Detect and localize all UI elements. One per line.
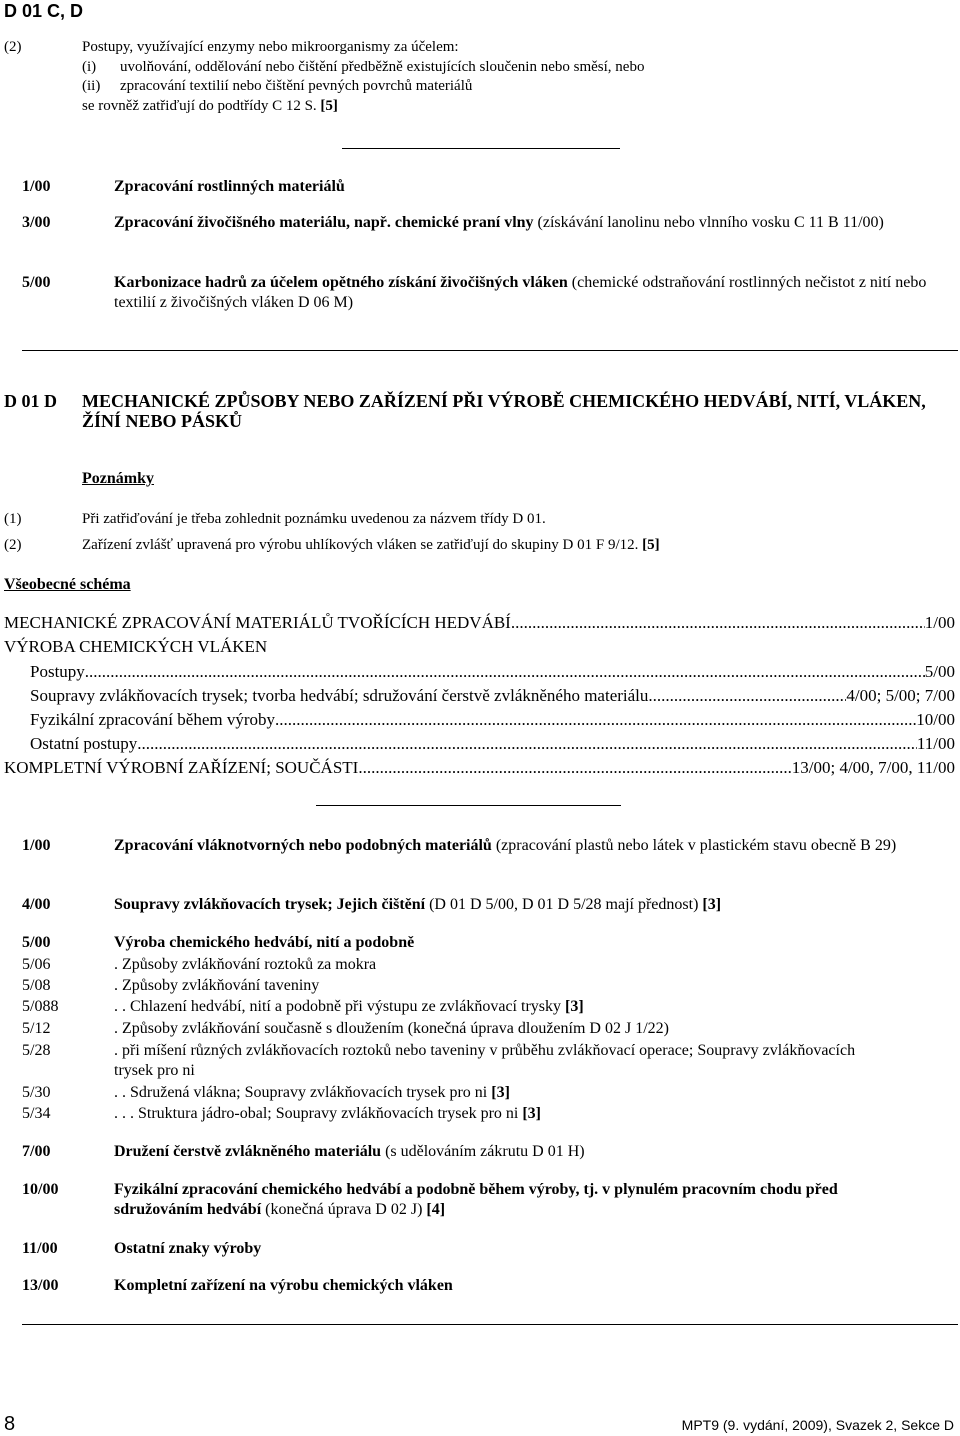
edition-ref: [5] [642, 537, 660, 553]
schema-group-ref: 11/00 [916, 734, 955, 753]
group-text [114, 836, 934, 856]
schema-group-ref: 5/00 [924, 662, 955, 681]
edition-ref: [3] [698, 896, 722, 913]
group-title: Karbonizace hadrů za účelem opětného získání živočišných vláken [114, 274, 568, 291]
schema-row [30, 661, 955, 683]
group-text [114, 1180, 924, 1220]
footer-source: MPT9 (9. vydání, 2009), Svazek 2, Sekce D [681, 1417, 954, 1433]
schema-group-ref: 13/00; 4/00, 7/00, 11/00 [791, 758, 955, 777]
note-item-text: zpracování textilií nebo čištění pevných povrchů materiálů [120, 78, 473, 94]
group-title: Družení čerstvě zvlákněného materiálu [114, 1143, 382, 1160]
schema-group-ref: 10/00 [916, 710, 955, 729]
edition-ref: [5] [320, 98, 338, 114]
subgroup-code: 5/06 [22, 956, 51, 973]
note-tail [82, 97, 338, 116]
notes-heading: Poznámky [82, 470, 154, 487]
subgroup-code: 5/12 [22, 1020, 51, 1037]
group-code: 10/00 [22, 1181, 59, 1198]
subgroup-code: 5/28 [22, 1042, 51, 1059]
schema-label: VÝROBA CHEMICKÝCH VLÁKEN [4, 637, 268, 656]
note-tail-text: se rovněž zatřiďují do podtřídy C 12 S. [82, 98, 317, 114]
schema-row [30, 733, 955, 755]
leader-dots [648, 685, 846, 707]
group-note: (zpracování plastů nebo látek v plastickém stavu obecně B 29) [491, 837, 897, 854]
group-title: Zpracování vláknotvorných nebo podobných materiálů [114, 837, 492, 854]
note-item-number: (i) [82, 59, 97, 75]
note-body: Zařízení zvlášť upravená pro výrobu uhlíkových vláken se zatřiďují do skupiny D 01 F 9/12. [82, 537, 639, 553]
edition-ref: [4] [422, 1201, 446, 1218]
edition-ref: [3] [487, 1084, 510, 1101]
subclass-title: MECHANICKÉ ZPŮSOBY NEBO ZAŘÍZENÍ PŘI VÝROBĚ CHEMICKÉHO HEDVÁBÍ, NITÍ, VLÁKEN, ŽÍNÍ NEBO PÁSKŮ [82, 391, 926, 431]
group-note: (D 01 D 5/00, D 01 D 5/28 mají přednost) [425, 896, 699, 913]
group-text [114, 895, 934, 915]
leader-dots [85, 661, 925, 683]
schema-group-ref: 1/00 [924, 613, 955, 632]
group-note: (chemické odstraňování rostlinných nečistot z nití nebo textilií z živočišných vláken D 06 M) [114, 274, 927, 311]
section-divider [342, 148, 620, 149]
group-title: Kompletní zařízení na výrobu chemických vláken [114, 1277, 453, 1294]
schema-row [4, 757, 955, 779]
note-text: Při zatřiďování je třeba zohlednit poznámku uvedenou za názvem třídy D 01. [82, 511, 546, 527]
subgroup-code: 5/08 [22, 977, 51, 994]
group-text [114, 273, 934, 313]
group-note: (konečná úprava D 02 J) [261, 1201, 423, 1218]
note-number: (1) [4, 511, 22, 527]
subgroup-text [114, 997, 934, 1017]
group-code: 11/00 [22, 1240, 58, 1257]
section-divider [316, 805, 621, 806]
group-code: 7/00 [22, 1143, 51, 1160]
page-number: 8 [4, 1413, 16, 1435]
group-code: 3/00 [22, 214, 51, 231]
section-divider [22, 350, 958, 351]
subgroup-body: . . Chlazení hedvábí, nití a podobně při výstupu ze zvlákňovací trysky [114, 998, 561, 1015]
subgroup-text: . Způsoby zvlákňování roztoků za mokra [114, 956, 377, 973]
group-note: (s udělováním zákrutu D 01 H) [381, 1143, 585, 1160]
leader-dots [511, 612, 925, 634]
leader-dots [137, 733, 917, 755]
group-code: 5/00 [22, 934, 51, 951]
subgroup-code: 5/088 [22, 998, 59, 1015]
schema-row [30, 685, 955, 707]
note-text: Postupy, využívající enzymy nebo mikroorganismy za účelem: [82, 39, 459, 55]
subgroup-code: 5/34 [22, 1105, 51, 1122]
note-item-text: uvolňování, oddělování nebo čištění předběžně existujících sloučenin nebo směsí, nebo [120, 59, 645, 75]
group-title: Ostatní znaky výroby [114, 1240, 262, 1257]
group-text [114, 213, 934, 233]
schema-row [30, 709, 955, 731]
group-text [114, 1142, 934, 1162]
subgroup-text: . při míšení různých zvlákňovacích roztoků nebo taveniny v průběhu zvlákňovací operace; Soupravy zvlákňovacích trysek pro ni [114, 1042, 856, 1079]
note-number: (2) [4, 537, 22, 553]
subgroup-code: 5/30 [22, 1084, 51, 1101]
group-title: Výroba chemického hedvábí, nití a podobně [114, 934, 415, 951]
subclass-code: D 01 D [4, 391, 57, 411]
group-code: 1/00 [22, 178, 51, 195]
schema-label: Postupy [30, 662, 85, 681]
group-code: 13/00 [22, 1277, 59, 1294]
group-title: Fyzikální zpracování chemického hedvábí a podobně během výroby, tj. v plynulém pracovním chodu před sdružováním hedvábí [114, 1181, 838, 1218]
subgroup-body: . . . Struktura jádro-obal; Soupravy zvlákňovacích trysek pro ni [114, 1105, 519, 1122]
note-item-number: (ii) [82, 78, 101, 94]
subgroup-text: . Způsoby zvlákňování současně s dloužením (konečná úprava dloužením D 02 J 1/22) [114, 1020, 669, 1037]
group-text [114, 1239, 934, 1259]
schema-heading: Všeobecné schéma [4, 576, 131, 593]
leader-dots [358, 757, 791, 779]
note-number: (2) [4, 39, 22, 55]
subgroup-text: . Způsoby zvlákňování taveniny [114, 977, 320, 994]
group-title: Soupravy zvlákňovacích trysek; Jejich čištění [114, 896, 426, 913]
group-text [114, 177, 934, 197]
schema-row [4, 612, 955, 634]
leader-dots [275, 709, 916, 731]
group-code: 5/00 [22, 274, 51, 291]
subgroup-text [114, 1104, 934, 1124]
note-text [82, 536, 660, 555]
schema-group-ref: 4/00; 5/00; 7/00 [846, 686, 955, 705]
schema-label: Soupravy zvlákňovacích trysek; tvorba hedvábí; sdružování čerstvě zvlákněného materiálu [30, 686, 649, 705]
subgroup-text [114, 1083, 934, 1103]
group-note: (získávání lanolinu nebo vlnního vosku C 11 B 11/00) [533, 214, 884, 231]
group-text [114, 1276, 934, 1296]
page-header-title: D 01 C, D [4, 1, 84, 21]
edition-ref: [3] [561, 998, 584, 1015]
section-divider [22, 1324, 958, 1325]
group-title: Zpracování živočišného materiálu, např. chemické praní vlny [114, 214, 534, 231]
group-text [114, 933, 934, 953]
group-code: 1/00 [22, 837, 51, 854]
group-title: Zpracování rostlinných materiálů [114, 178, 345, 195]
schema-label: KOMPLETNÍ VÝROBNÍ ZAŘÍZENÍ; SOUČÁSTI [4, 758, 359, 777]
schema-label: Fyzikální zpracování během výroby [30, 710, 276, 729]
group-code: 4/00 [22, 896, 51, 913]
schema-label: Ostatní postupy [30, 734, 138, 753]
schema-label: MECHANICKÉ ZPRACOVÁNÍ MATERIÁLŮ TVOŘÍCÍCH HEDVÁBÍ [4, 613, 511, 632]
subgroup-body: . . Sdružená vlákna; Soupravy zvlákňovacích trysek pro ni [114, 1084, 488, 1101]
edition-ref: [3] [518, 1105, 541, 1122]
